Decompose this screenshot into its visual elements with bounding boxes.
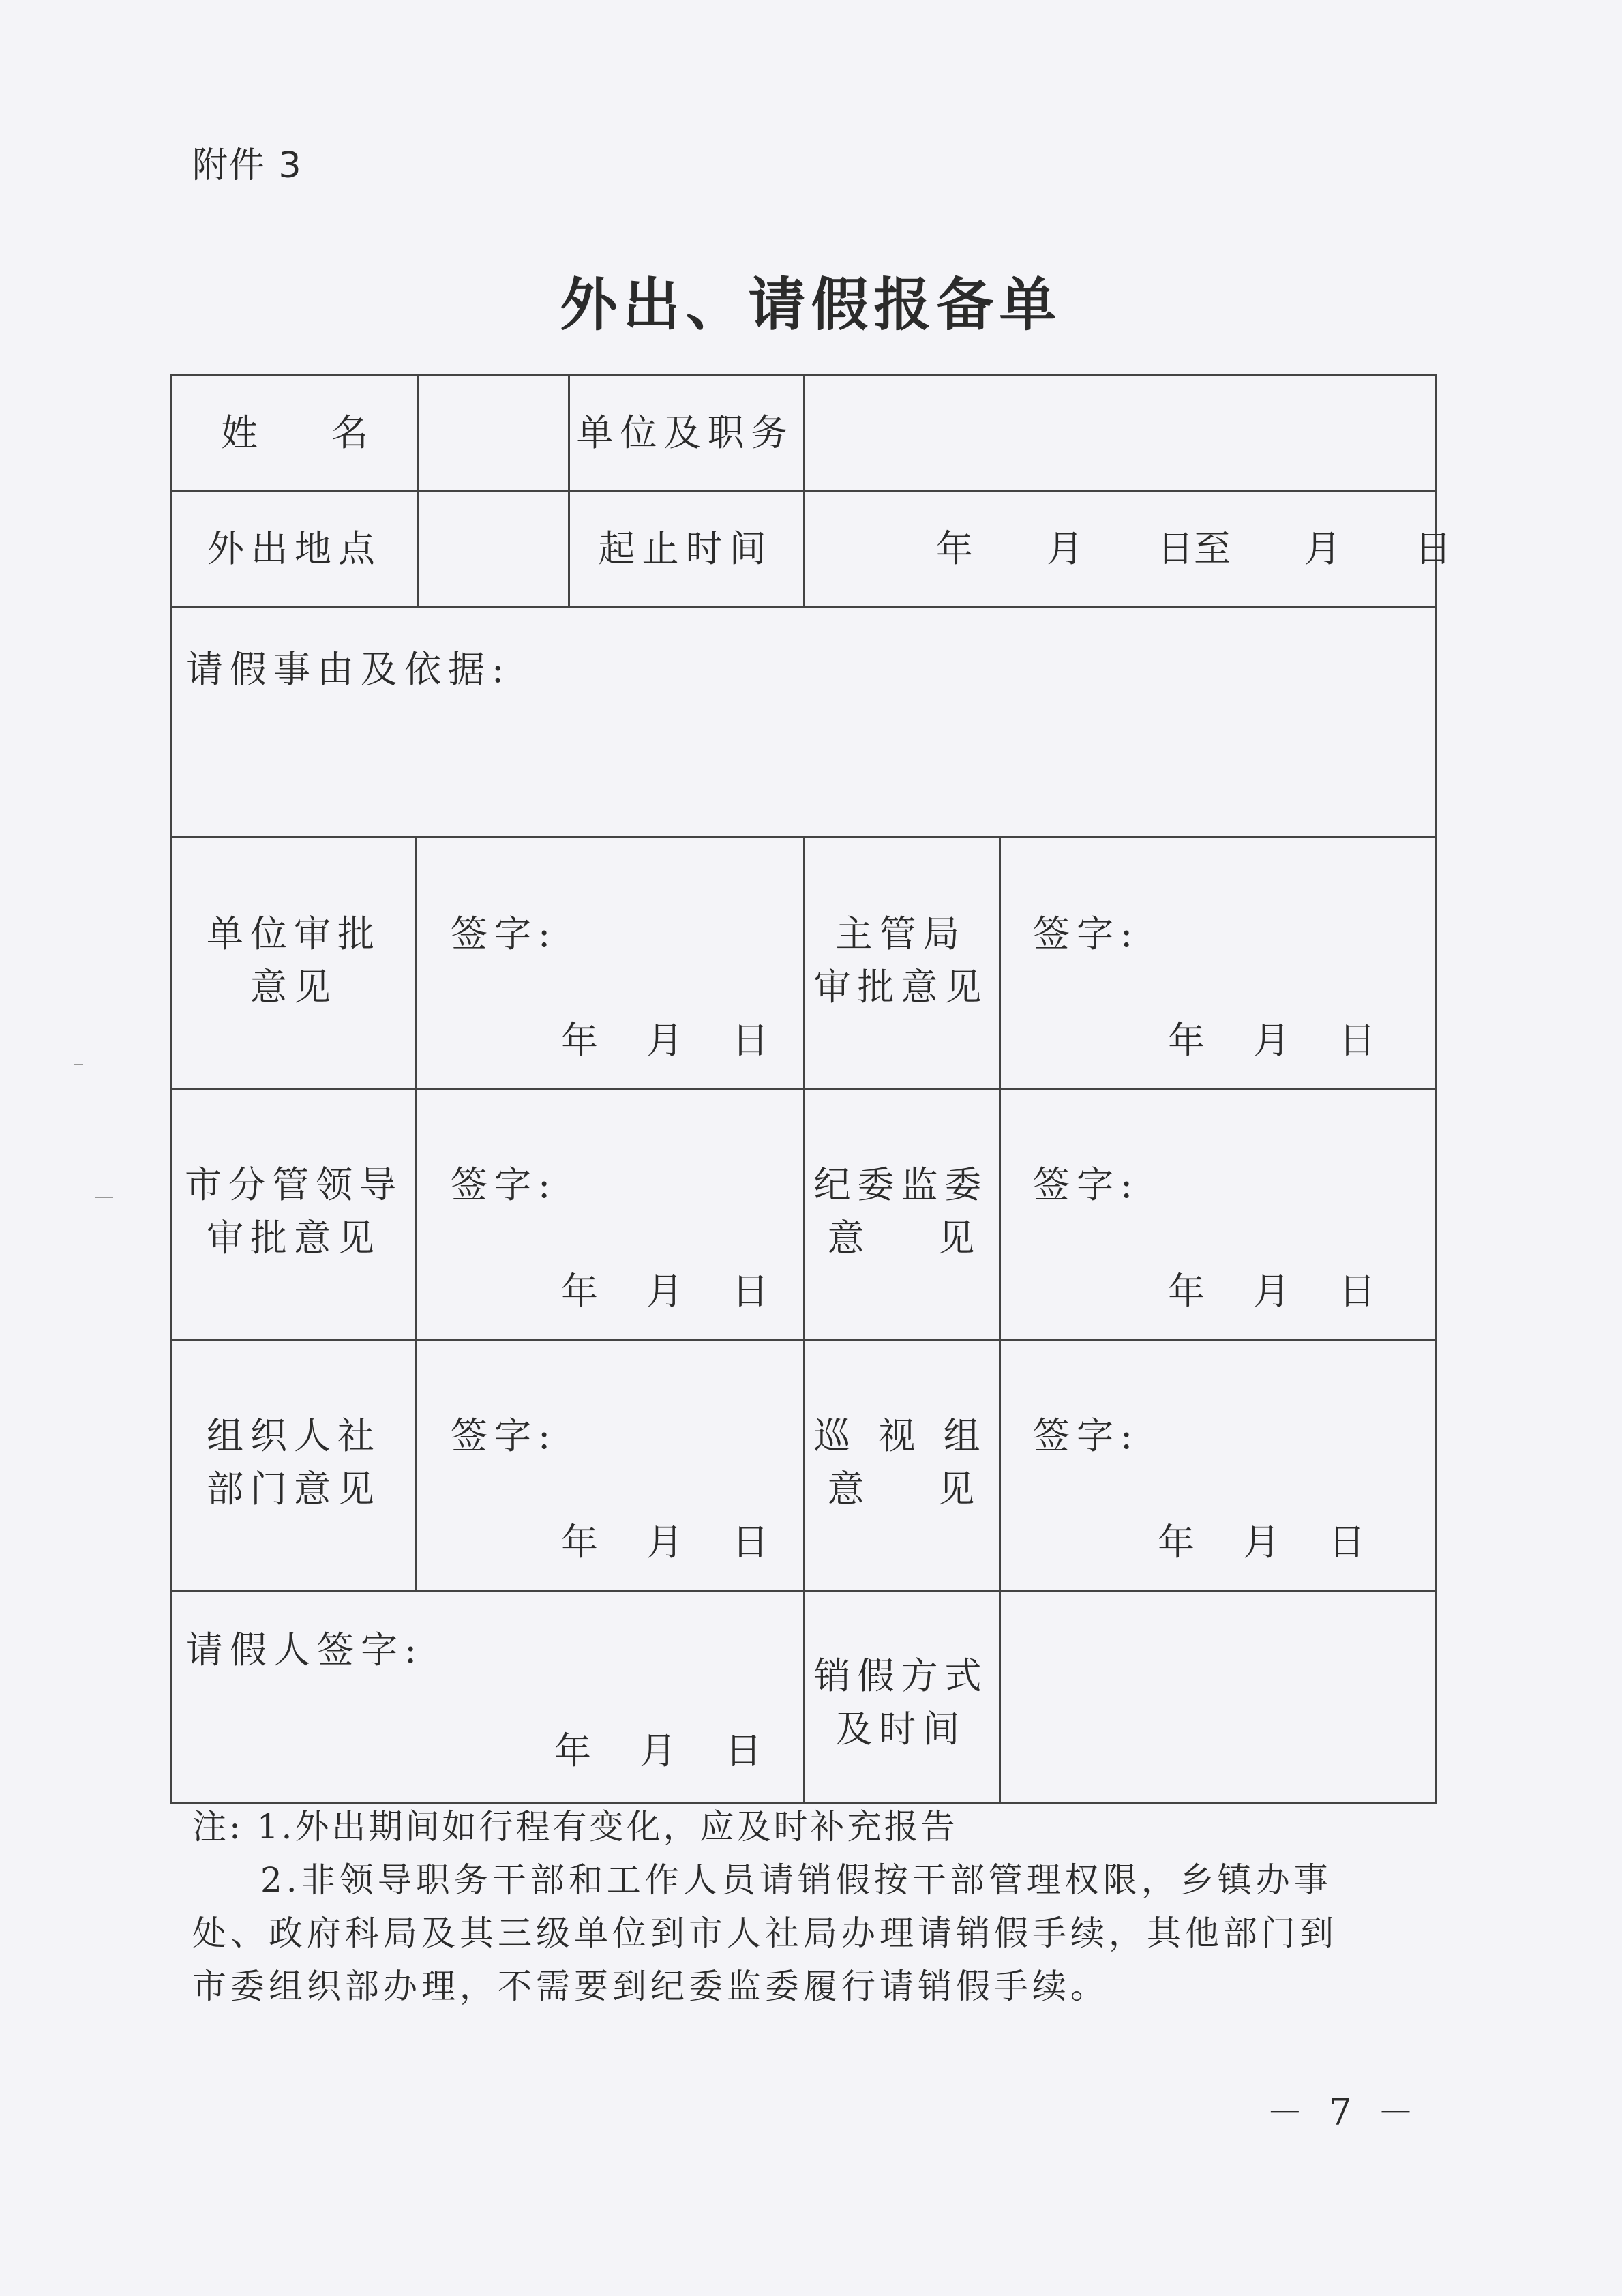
date-label: 年 月 日	[561, 1521, 769, 1564]
date-label: 年 月 日	[1158, 1521, 1366, 1564]
signature-label: 签字:	[1033, 1163, 1140, 1206]
leave-cancel-label-2: 及时间	[835, 1708, 967, 1750]
scan-mark	[95, 1197, 113, 1198]
signature-label: 签字:	[451, 1163, 558, 1206]
date-label: 年 月 日	[561, 1270, 769, 1313]
signature-label: 签字:	[1033, 912, 1140, 955]
attachment-label: 附件 3	[192, 145, 303, 186]
discipline-label-1: 纪委监委	[813, 1163, 989, 1206]
period-label: 起止时间	[598, 527, 773, 570]
org-hr-label-2: 部门意见	[207, 1467, 381, 1510]
date-label: 年 月 日	[561, 1019, 769, 1062]
inspection-label-2: 意 见	[827, 1467, 975, 1510]
page-title: 外出、请假报备单	[560, 271, 1062, 338]
note-line-4: 市委组织部办理，不需要到纪委监委履行请销假手续。	[192, 1967, 1109, 2006]
inspection-label-1: 巡 视 组	[813, 1414, 989, 1457]
org-hr-label-1: 组织人社	[207, 1414, 381, 1457]
signature-label: 签字:	[1033, 1414, 1140, 1457]
signature-label: 签字:	[451, 1414, 558, 1457]
unit-position-label: 单位及职务	[576, 411, 795, 454]
leader-approval-label-1: 市分管领导	[185, 1163, 403, 1206]
period-value: 年 月 日至 月 日	[936, 527, 1452, 570]
note-line-2: 2.非领导职务干部和工作人员请销假按干部管理权限，乡镇办事	[260, 1860, 1332, 1900]
destination-label: 外出地点	[207, 527, 382, 570]
row-divider	[172, 606, 1435, 608]
signature-label: 签字:	[451, 912, 558, 955]
col-divider	[417, 376, 419, 606]
page-number: － 7 －	[1266, 2091, 1421, 2134]
date-label: 年 月 日	[1168, 1270, 1376, 1313]
name-label: 姓 名	[221, 411, 368, 454]
reason-label: 请假事由及依据:	[186, 648, 511, 691]
unit-approval-label-2: 意见	[250, 966, 337, 1009]
unit-approval-label-1: 单位审批	[207, 912, 381, 955]
col-divider	[415, 836, 417, 1590]
date-label: 年 月 日	[554, 1729, 762, 1772]
leave-cancel-label-1: 销假方式	[813, 1654, 989, 1697]
scan-mark	[74, 1064, 83, 1065]
bureau-approval-label-1: 主管局	[835, 912, 967, 955]
applicant-signature-label: 请假人签字:	[186, 1628, 424, 1671]
bureau-approval-label-2: 审批意见	[813, 966, 989, 1009]
note-line-1: 注: 1.外出期间如行程有变化，应及时补充报告	[192, 1807, 958, 1847]
note-line-3: 处、政府科局及其三级单位到市人社局办理请销假手续，其他部门到	[192, 1913, 1338, 1953]
col-divider	[999, 836, 1001, 1804]
leave-report-form	[170, 374, 1452, 1804]
leader-approval-label-2: 审批意见	[207, 1217, 381, 1259]
col-divider	[803, 376, 805, 606]
date-label: 年 月 日	[1168, 1019, 1376, 1062]
discipline-label-2: 意 见	[827, 1217, 975, 1259]
